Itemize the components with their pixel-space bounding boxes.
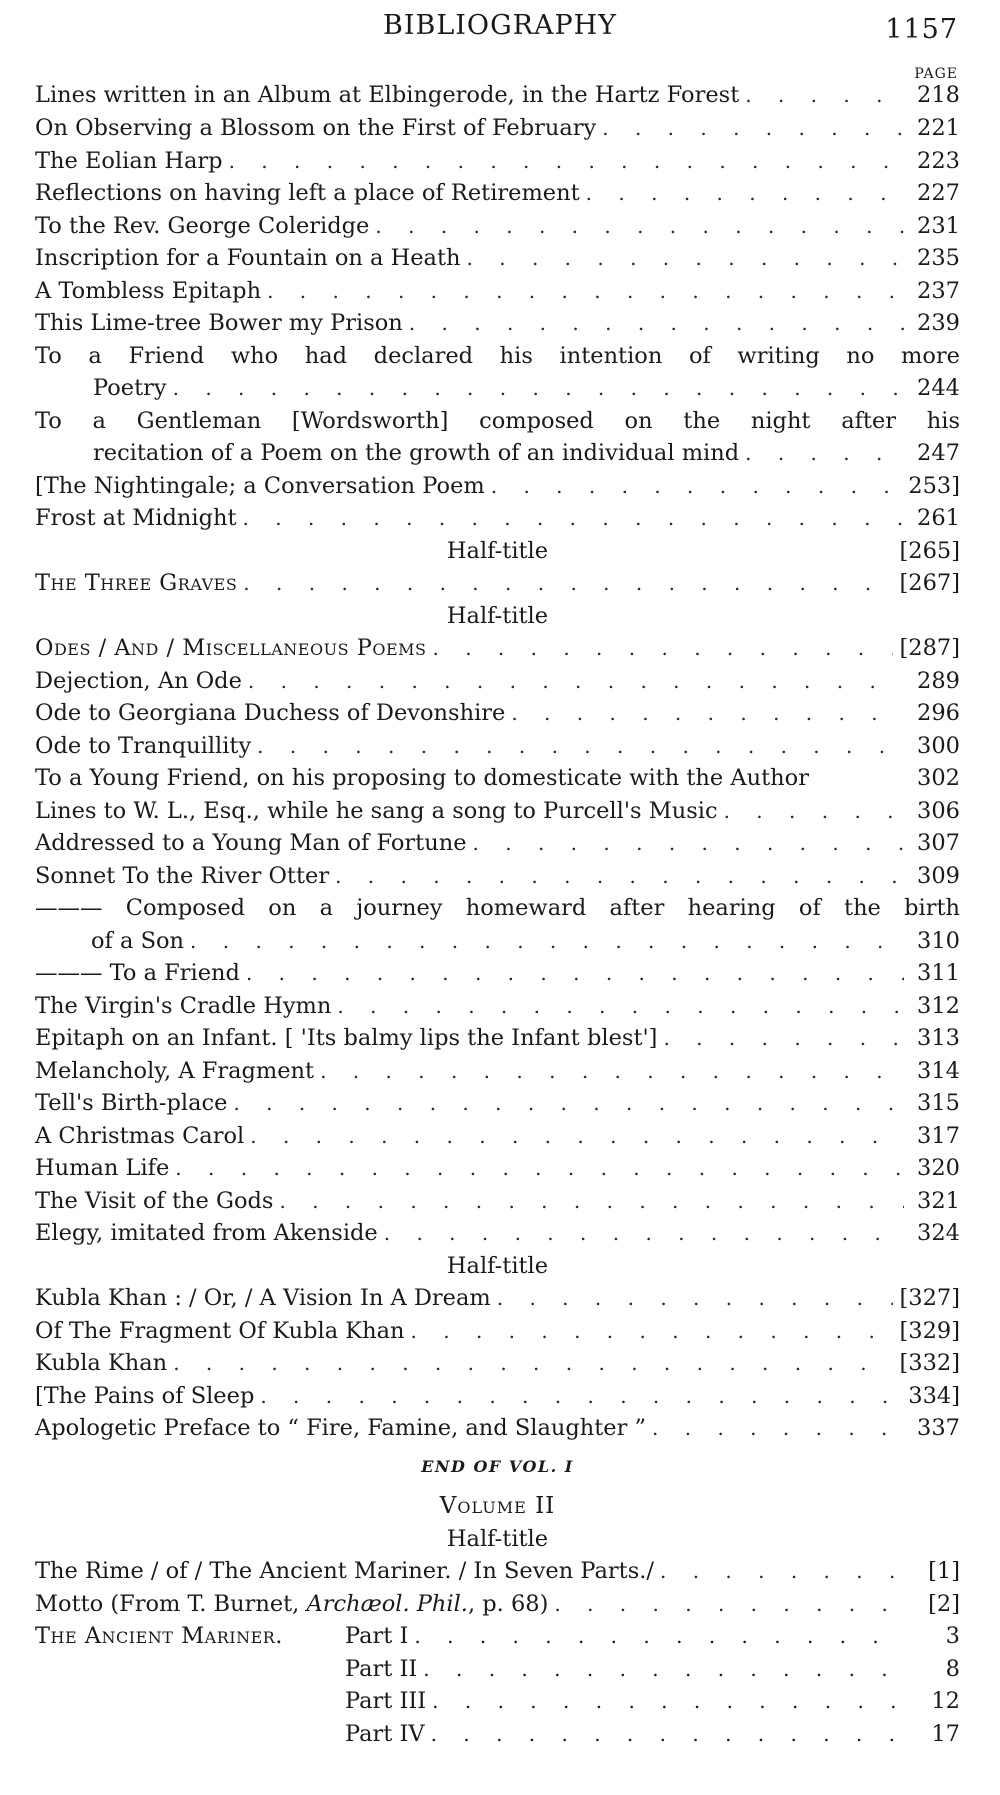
list-item [35,210,960,243]
entry-title: The Rime / of / The Ancient Mariner. / In Seven Parts./ [35,1558,654,1584]
entry-title: To a Gentleman [Wordsworth] composed on the night after his [35,407,960,434]
list-item [35,275,960,308]
leader-dots [745,78,904,112]
leader-dots [511,697,904,730]
list-item [35,1282,960,1315]
entry-title: ——— To a Friend [35,960,240,986]
entry-title: A Tombless Epitaph [35,277,262,304]
entry-title: Elegy, imitated from Akenside [35,1220,378,1246]
list-item [35,730,960,763]
half-title-label: Half-title [446,1525,549,1552]
list-item [35,1718,960,1751]
list-item [35,957,960,990]
half-title-label: Half-title [446,602,549,629]
entry-page: 321 [917,1187,960,1214]
list-item [35,697,960,730]
leader-dots [320,1055,904,1088]
entry-title: Poetry [93,375,167,401]
leader-dots [229,145,904,178]
entry-title: Of The Fragment Of Kubla Khan [35,1317,405,1344]
leader-dots [497,1282,894,1315]
entry-page: 223 [917,147,960,174]
entry-title: Dejection, An Ode [35,667,242,694]
entry-page: 231 [917,212,960,239]
list-item [35,1055,960,1088]
page-title: BIBLIOGRAPHY [382,10,617,41]
list-item [35,1347,960,1380]
entry-page: [1] [928,1558,960,1584]
list-item [35,762,960,795]
entry-title: Tell's Birth-place [35,1090,228,1116]
entry-title: Sonnet To the River Otter [35,862,330,889]
list-item [35,1588,960,1621]
entry-title: of a Son [91,927,185,954]
entry-title: Ode to Tranquillity [35,732,252,759]
leader-dots [173,372,904,405]
entries-group-c [35,632,960,892]
list-item [35,1685,960,1718]
leader-dots [467,242,904,275]
list-item [35,1087,960,1120]
leader-dots [586,177,904,210]
list-item [35,470,960,503]
leader-dots [279,1185,904,1218]
mariner-label: The Ancient Mariner. [35,1623,283,1649]
page-header [0,10,1000,50]
list-item [35,795,960,828]
list-item [35,860,960,893]
leader-dots [267,275,904,308]
leader-dots [745,437,904,470]
entry-page: 218 [917,82,960,108]
entry-page: 17 [931,1720,960,1747]
leader-dots [432,632,893,665]
entry-title: Addressed to a Young Man of Fortune [35,830,467,856]
entry-page: [329] [899,1317,960,1344]
list-item [35,990,960,1023]
entry-title: Ode to Georgiana Duchess of Devonshire [35,700,506,726]
entry-page: 307 [917,830,960,856]
entry-title: Human Life [35,1155,170,1181]
entry-title: Part II [345,1655,418,1682]
entry-page: [287] [899,635,960,661]
list-item [35,437,960,470]
list-item [35,665,960,698]
entry-title: The Eolian Harp [35,147,223,174]
entry-title: ——— Composed on a journey homeward after hearing of the birth [35,895,960,921]
leader-dots [248,665,904,698]
half-title-heading [35,600,960,633]
entry-title: Lines written in an Album at Elbingerode, in the Hartz Forest [35,82,740,108]
entry-page: 253] [908,472,960,499]
leader-dots [660,1555,904,1588]
entry-title: Epitaph on an Infant. [ 'Its balmy lips the Infant blest'] [35,1025,658,1051]
entry-page: 239 [917,310,960,336]
leader-dots [652,1412,904,1445]
leader-dots [431,1718,904,1751]
entry-page: 296 [917,700,960,726]
motto-suffix: , p. 68) [467,1590,549,1617]
entry-title: Apologetic Preface to “ Fire, Famine, and Slaughter ” [35,1415,647,1441]
list-item [35,1185,960,1218]
list-item [35,307,960,340]
entry-title: This Lime-tree Bower my Prison [35,310,403,336]
entry-page: 314 [917,1057,960,1084]
list-item [35,1555,960,1588]
entry-page: 227 [917,180,960,206]
entry-title: Melancholy, A Fragment [35,1057,315,1084]
entry-page: [267] [899,570,960,596]
entry-page: 310 [917,927,960,954]
leader-dots [409,307,904,340]
entry-title: A Christmas Carol [35,1122,245,1149]
entry-title: Part IV [345,1720,425,1747]
entry-page: [327] [899,1285,960,1311]
entry-page: [332] [899,1350,960,1376]
list-item [35,925,960,958]
entry-title: To the Rev. George Coleridge [35,212,370,239]
leader-dots [243,502,904,535]
list-item [35,1217,960,1250]
leader-dots [337,990,904,1023]
entry-page: 247 [917,440,960,466]
list-item [35,372,960,405]
list-item [35,892,960,925]
leader-dots [375,210,904,243]
entry-page: 235 [917,245,960,271]
entry-title: Kubla Khan : / Or, / A Vision In A Dream [35,1285,491,1311]
entry-page: 311 [917,960,960,986]
end-of-volume-note: END OF VOL. I [421,1456,574,1476]
entry-page: 324 [917,1220,960,1246]
entry-page: 8 [945,1655,960,1682]
leader-dots [173,1347,893,1380]
entry-title: To a Friend who had declared his intention of writing no more [35,342,960,369]
leader-dots [423,1653,904,1686]
entry-title: To a Young Friend, on his proposing to domesticate with the Author [35,765,809,791]
list-item [35,1653,960,1686]
leader-dots [384,1217,904,1250]
volume-heading: Volume II [439,1492,556,1519]
list-item [35,632,960,665]
entry-page: 337 [917,1415,960,1441]
list-item [35,405,960,438]
leader-dots [724,795,904,828]
entry-page: 313 [917,1025,960,1051]
entry-page: 221 [917,115,960,141]
entry-page: 302 [917,765,960,791]
list-item [35,112,960,145]
entry-title: The Virgin's Cradle Hymn [35,992,332,1019]
list-item [35,1412,960,1445]
entry-page: [265] [899,537,960,564]
entry-title: Reflections on having left a place of Retirement [35,180,580,206]
half-title-heading [35,1250,960,1283]
half-title-heading [35,1523,960,1556]
entry-title: Kubla Khan [35,1350,168,1376]
leader-dots [491,470,903,503]
leader-dots [473,827,904,860]
page-column-heading: PAGE [914,66,958,82]
entry-page: 309 [917,862,960,889]
list-item [35,1620,960,1653]
list-item [35,1022,960,1055]
leader-dots [250,1120,904,1153]
entries-group-e [35,1282,960,1445]
entry-page: 334] [908,1382,960,1409]
list-item [35,78,960,112]
leader-dots [414,1620,904,1653]
entry-page: 320 [917,1155,960,1181]
entry-page: 312 [917,992,960,1019]
leader-dots [432,1685,904,1718]
entry-title: [The Pains of Sleep [35,1382,255,1409]
entry-title: The Three Graves [35,570,238,596]
entry-page: 244 [917,375,960,401]
list-item [35,1152,960,1185]
entry-page: 3 [945,1623,960,1649]
entry-page: [2] [928,1590,960,1617]
leader-dots [663,1022,904,1055]
entry-page: 289 [917,667,960,694]
motto-source-italic: Archæol. Phil. [306,1590,468,1617]
entries-group-d [35,957,960,1250]
entry-title: [The Nightingale; a Conversation Poem [35,472,485,499]
list-item [35,1120,960,1153]
entry-title [35,1588,548,1621]
entry-page: 317 [917,1122,960,1149]
page-number: 1157 [885,14,958,45]
leader-dots [257,730,904,763]
list-item [35,340,960,373]
leader-dots [554,1588,904,1621]
entry-page: 306 [917,797,960,824]
list-item [35,567,960,600]
leader-dots [335,860,904,893]
entry-title: Odes / And / Miscellaneous Poems [35,635,427,661]
entry-title: The Visit of the Gods [35,1187,274,1214]
ancient-mariner-parts [35,1620,960,1750]
entry-title: On Observing a Blossom on the First of February [35,115,597,141]
list-item [35,1315,960,1348]
list-item [35,502,960,535]
half-title-heading [35,535,960,568]
entries-group-a [35,78,960,340]
leader-dots [190,925,904,958]
leader-dots [243,567,893,600]
list-item [35,177,960,210]
half-title-label: Half-title [446,537,549,564]
entry-page: 300 [917,732,960,759]
entries-group-b [35,470,960,535]
entry-title: Inscription for a Fountain on a Heath [35,245,461,271]
list-item [35,827,960,860]
entry-title: Part III [345,1688,427,1714]
entry-title: Frost at Midnight [35,505,237,531]
entry-page: 237 [917,277,960,304]
entry-title: Part I [345,1623,409,1649]
leader-dots [411,1315,894,1348]
leader-dots [260,1380,902,1413]
entry-title: recitation of a Poem on the growth of an individual mind [93,440,740,466]
bibliography-list [35,78,960,1750]
entry-page: 315 [917,1090,960,1116]
entry-title: Lines to W. L., Esq., while he sang a song to Purcell's Music [35,797,718,824]
entry-page: 261 [917,505,960,531]
leader-dots [175,1152,904,1185]
leader-dots [233,1087,904,1120]
half-title-label: Half-title [446,1252,549,1279]
list-item [35,145,960,178]
leader-dots [246,957,904,990]
list-item [35,242,960,275]
list-item [35,1380,960,1413]
leader-dots [602,112,904,145]
motto-prefix: Motto (From T. Burnet, [35,1590,307,1617]
entry-page: 12 [931,1688,960,1714]
